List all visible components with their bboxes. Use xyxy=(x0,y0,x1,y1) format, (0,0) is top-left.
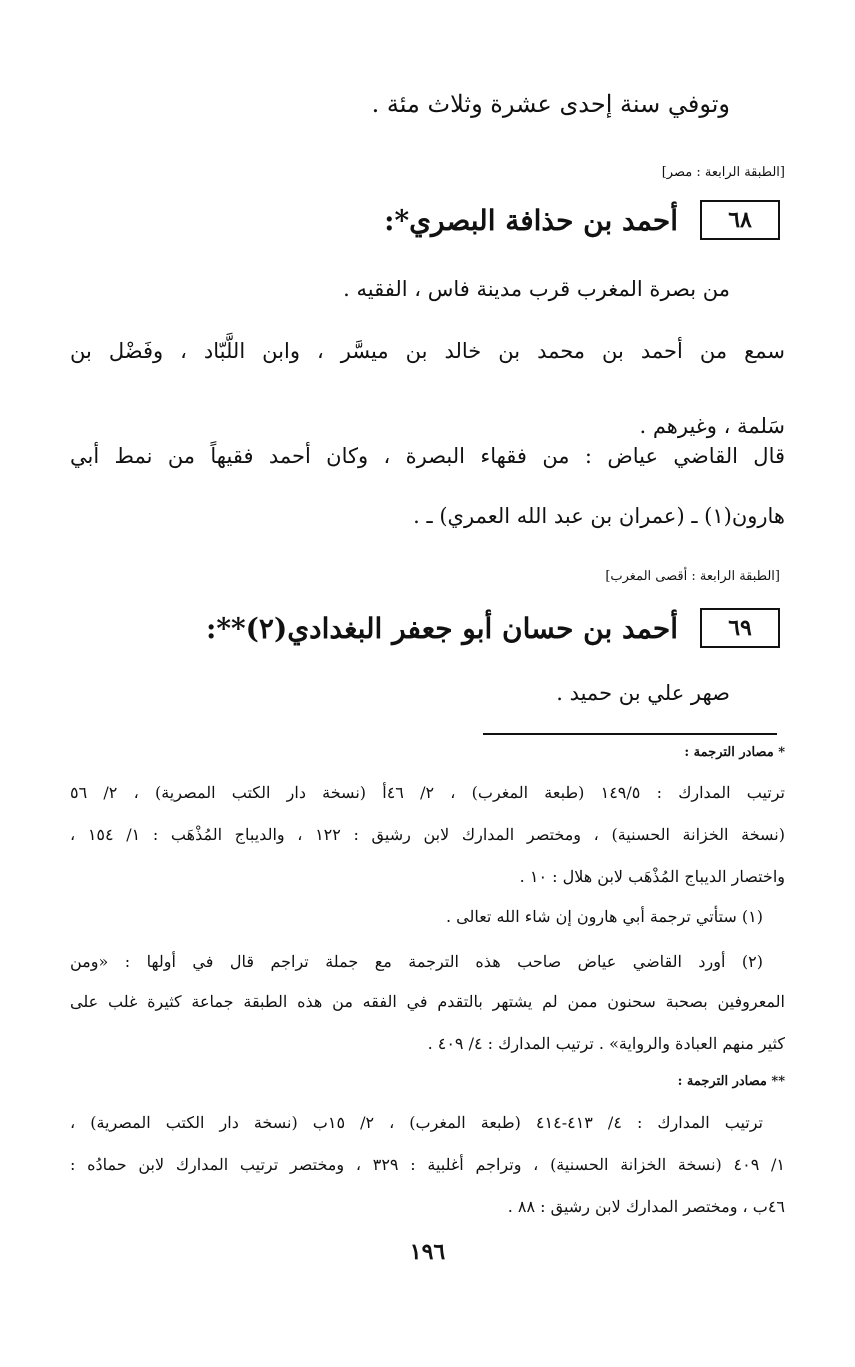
entry-68-line-5: هارون(١) ـ (عمران بن عبد الله العمري) ـ . xyxy=(413,504,785,528)
entry-68-line-2: سمع من أحمد بن محمد بن خالد بن ميسَّر ، وابن اللَّبّاد ، وفَضْل بن xyxy=(70,339,785,363)
entry-69-line-1: صهر علي بن حميد . xyxy=(556,681,730,705)
entry-number-box: ٦٩ xyxy=(700,608,780,648)
entry-name: أحمد بن حذافة البصري*: xyxy=(384,203,678,237)
page-number: ١٩٦ xyxy=(409,1239,446,1265)
entry-69-heading xyxy=(206,608,780,648)
sources-2-line-3: ٤٦ب ، ومختصر المدارك لابن رشيق : ٨٨ . xyxy=(507,1197,785,1216)
sources-2-line-1: ترتيب المدارك : ٤/ ٤١٣-٤١٤ (طبعة المغرب) ، ٢/ ١٥ب (نسخة دار الكتب المصرية) ، xyxy=(70,1113,764,1132)
footnote-separator xyxy=(483,733,777,735)
footnote-2-line-2: المعروفين بصحبة سحنون ممن لم يشتهر بالتقدم في الفقه من هذه الطبقة جماعة كثيرة غلب على xyxy=(70,992,785,1011)
layer-label-68: [الطبقة الرابعة : مصر] xyxy=(661,165,785,180)
sources-1-line-2: (نسخة الخزانة الحسنية) ، ومختصر المدارك لابن رشيق : ١٢٢ ، والديباج المُذْهَب : ١/ ١٥٤ ، xyxy=(70,825,786,844)
entry-number-box: ٦٨ xyxy=(700,200,780,240)
sources-1-line-3: واختصار الديباج المُذْهَب لابن هلال : ١٠ . xyxy=(519,867,785,886)
entry-68-line-1: من بصرة المغرب قرب مدينة فاس ، الفقيه . xyxy=(343,277,730,301)
sources-1-line-1: ترتيب المدارك : ١٤٩/٥ (طبعة المغرب) ، ٢/ ٤٦أ (نسخة دار الكتب المصرية) ، ٢/ ٥٦ xyxy=(70,783,785,802)
entry-68-line-4: قال القاضي عياض : من فقهاء البصرة ، وكان أحمد فقيهاً من نمط أبي xyxy=(70,444,785,468)
layer-label-69: [الطبقة الرابعة : أقصى المغرب] xyxy=(605,569,780,584)
closing-line: وتوفي سنة إحدى عشرة وثلاث مئة . xyxy=(371,90,730,118)
entry-68-line-3: سَلمة ، وغيرهم . xyxy=(639,414,785,438)
sources-heading-2: ** مصادر الترجمة : xyxy=(677,1074,785,1089)
sources-2-line-2: ١/ ٤٠٩ (نسخة الخزانة الحسنية) ، وتراجم أغلبية : ٣٢٩ ، ومختصر ترتيب المدارك لابن حمادُه : xyxy=(70,1155,785,1174)
entry-68-heading xyxy=(384,200,780,240)
footnote-2-line-3: كثير منهم العبادة والرواية» . ترتيب المدارك : ٤/ ٤٠٩ . xyxy=(427,1034,785,1053)
sources-heading-1: * مصادر الترجمة : xyxy=(684,745,785,760)
footnote-2-line-1: (٢) أورد القاضي عياض صاحب هذه الترجمة مع جملة تراجم قال في أولها : «ومن xyxy=(70,952,763,971)
entry-name: أحمد بن حسان أبو جعفر البغدادي(٢)**: xyxy=(206,611,678,645)
footnote-1: (١) ستأتي ترجمة أبي هارون إن شاء الله تعالى . xyxy=(445,907,763,926)
